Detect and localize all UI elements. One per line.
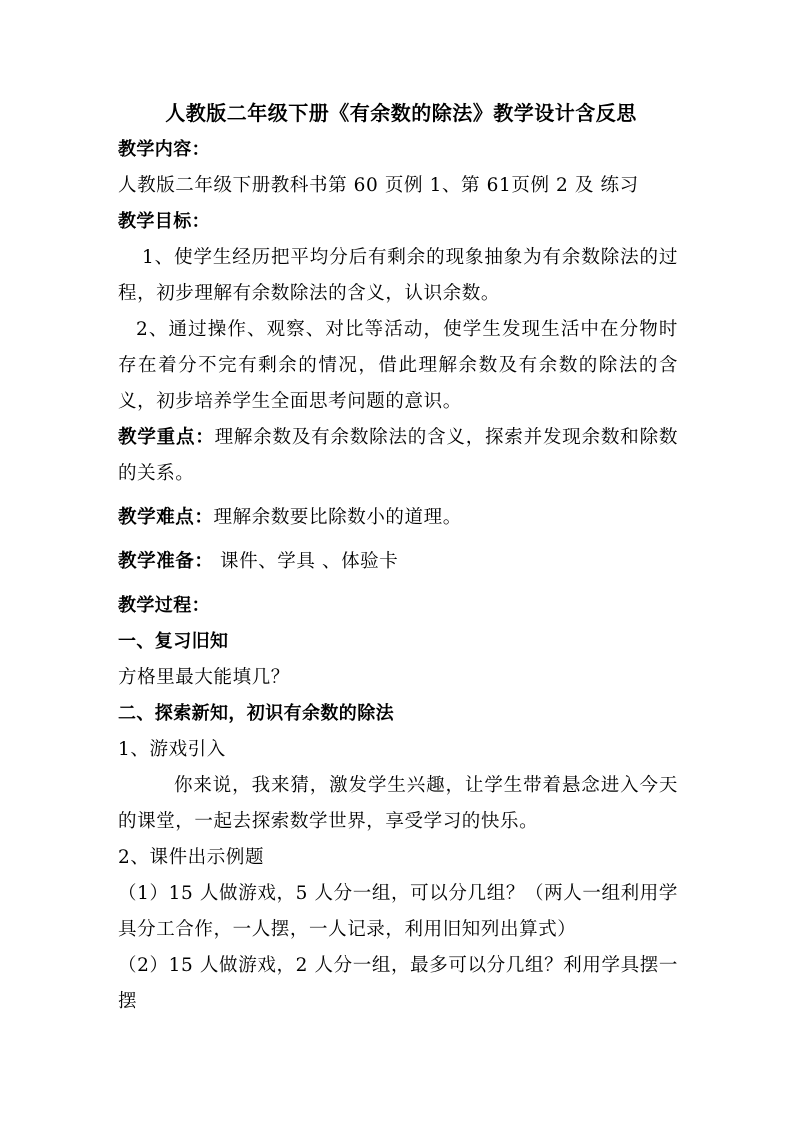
preparation [118,544,678,580]
section-1-heading: 一、复习旧知 [118,631,229,652]
key-point [118,420,678,492]
goal-item-2: 2、通过操作、观察、对比等活动，使学生发现生活中在分物时存在着分不完有剩余的情况，借此理解余数及有余数的除法的含义，初步培养学生全面思考问题的意识。 [118,319,678,412]
content-text: 人教版二年级下册教科书第 60 页例 1、第 61页例 2 及 练习 [118,175,639,196]
key-point-label: 教学重点： [118,427,215,448]
difficulty-text: 理解余数要比除数小的道理。 [213,507,462,528]
problem-1: （1）15 人做游戏，5 人分一组，可以分几组？（两人一组利用学具分工合作，一人摆，一人记录，利用旧知列出算式） [118,883,678,940]
problem-2: （2）15 人做游戏，2 人分一组，最多可以分几组？利用学具摆一摆 [118,955,678,1012]
content-heading: 教学内容： [118,139,210,160]
key-point-text: 理解余数及有余数除法的含义，探索并发现余数和除数的关系。 [118,427,678,484]
step-2-heading: 2、课件出示例题 [118,847,265,868]
goals-heading: 教学目标： [118,211,210,232]
section-1-text: 方格里最大能填几？ [118,667,290,688]
document-title: 人教版二年级下册《有余数的除法》教学设计含反思 [165,101,637,125]
goal-item-1: 1、使学生经历把平均分后有剩余的现象抽象为有余数除法的过程，初步理解有余数除法的含义，认识余数。 [118,247,678,304]
difficulty-label: 教学难点： [118,507,214,528]
preparation-label: 教学准备： [118,551,214,572]
difficulty-point [118,500,678,536]
document-body [118,96,678,1020]
process-heading: 教学过程： [118,595,210,616]
preparation-text: 课件、学具 、体验卡 [213,551,399,572]
step-1-text: 你来说，我来猜，激发学生兴趣，让学生带着悬念进入今天的课堂，一起去探索数学世界，享受学习的快乐。 [118,775,678,832]
step-1-heading: 1、游戏引入 [118,739,226,760]
section-2-heading: 二、探索新知，初识有余数的除法 [118,703,394,724]
